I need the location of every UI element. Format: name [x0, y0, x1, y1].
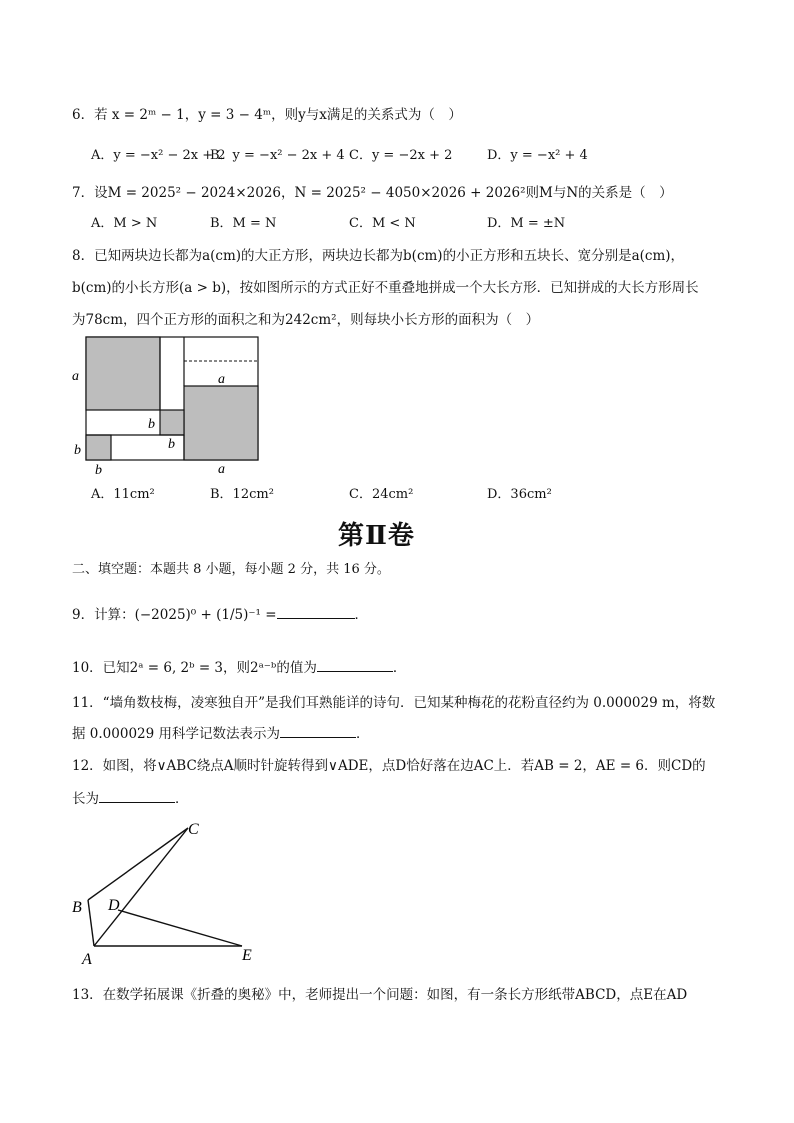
q6-option-d: D．y = −x² + 4: [487, 148, 588, 163]
q8-line3: 为78cm，四个正方形的面积之和为242cm²，则每块小长方形的面积为（ ）: [72, 312, 540, 328]
point-c-label: C: [188, 821, 199, 838]
small-square-bottomleft: [86, 435, 111, 460]
q6-option-b: B．y = −x² − 2x + 4: [210, 148, 345, 163]
q8-line1: 8．已知两块边长都为a(cm)的大正方形，两块边长都为b(cm)的小正方形和五块长、宽分别是a(cm)，: [72, 248, 685, 264]
q7-option-c: C．M < N: [349, 216, 416, 231]
big-square-topleft: [86, 337, 160, 410]
q11-answer-blank[interactable]: [280, 725, 356, 738]
point-e-label: E: [242, 947, 252, 964]
q12-line2: [72, 790, 189, 808]
q10-answer-blank[interactable]: [317, 659, 393, 672]
label-b-2: b: [168, 437, 175, 452]
q11-line2-text: 据 0.000029 用科学记数法表示为: [72, 726, 280, 742]
q6-option-c: C．y = −2x + 2: [349, 148, 453, 163]
q9-suffix: ．: [354, 607, 369, 623]
label-a-topright: a: [218, 372, 225, 387]
point-a-label: A: [82, 951, 92, 968]
q12-answer-blank[interactable]: [99, 790, 175, 803]
label-b-4: b: [95, 463, 102, 478]
small-square-middle: [160, 410, 184, 435]
big-square-bottomright: [184, 386, 258, 460]
q9-line: [72, 606, 368, 624]
q11-line2: [72, 725, 370, 743]
segment-ab: [88, 900, 94, 946]
q11-line1: 11．“墙角数枝梅，凌寒独自开”是我们耳熟能详的诗句．已知某种梅花的花粉直径约为 0.000029 m，将数: [72, 695, 716, 711]
q6-stem: 6．若 x = 2ᵐ − 1，y = 3 − 4ᵐ，则y与x满足的关系式为（ ）: [72, 107, 462, 123]
label-a-left: a: [72, 369, 79, 384]
q10-line: [72, 659, 406, 677]
q10-suffix: ．: [392, 660, 407, 676]
part2-header: 二、填空题：本题共 8 小题，每小题 2 分，共 16 分。: [72, 562, 390, 577]
segment-de: [118, 910, 242, 946]
q8-line2: b(cm)的小长方形(a > b)，按如图所示的方式正好不重叠地拼成一个大长方形．已知拼成的大长方形周长: [72, 280, 699, 296]
q10-text: 10．已知2ᵃ = 6, 2ᵇ = 3，则2ᵃ⁻ᵇ的值为: [72, 660, 317, 676]
point-b-label: B: [72, 899, 82, 916]
q7-option-d: D．M = ±N: [487, 216, 566, 231]
label-b-1: b: [148, 417, 155, 432]
segment-ac: [94, 828, 188, 946]
q12-line1: 12．如图，将∨ABC绕点A顺时针旋转得到∨ADE，点D恰好落在边AC上．若AB = 2，AE = 6．则CD的: [72, 758, 706, 774]
q12-suffix: ．: [175, 791, 189, 807]
q8-option-d: D．36cm²: [487, 487, 552, 502]
segment-bc: [88, 828, 188, 900]
q9-expression: (−2025)⁰ + (1/5)⁻¹ =: [134, 607, 277, 623]
q6-option-a: A．y = −x² − 2x + 2: [91, 148, 226, 163]
q7-option-b: B．M = N: [210, 216, 277, 231]
q12-triangle-figure: [66, 814, 276, 970]
q8-option-a: A．11cm²: [91, 487, 155, 502]
q8-rectangle-figure: [68, 332, 268, 478]
q9-prefix: 9．计算：: [72, 607, 135, 623]
q7-stem: 7．设M = 2025² − 2024×2026，N = 2025² − 4050×2026 + 2026²则M与N的关系是（ ）: [72, 185, 673, 201]
q7-option-a: A．M > N: [91, 216, 158, 231]
point-d-label: D: [108, 897, 120, 914]
q9-answer-blank[interactable]: [277, 606, 355, 619]
q11-suffix: ．: [356, 726, 370, 742]
q13-line1: 13．在数学拓展课《折叠的奥秘》中，老师提出一个问题：如图，有一条长方形纸带ABCD，点E在AD: [72, 987, 688, 1003]
q8-option-b: B．12cm²: [210, 487, 274, 502]
label-b-3: b: [74, 443, 81, 458]
section-title: 第Ⅱ卷: [338, 521, 415, 551]
q8-option-c: C．24cm²: [349, 487, 414, 502]
label-a-bottom: a: [218, 462, 225, 477]
q12-line2-text: 长为: [72, 791, 99, 807]
